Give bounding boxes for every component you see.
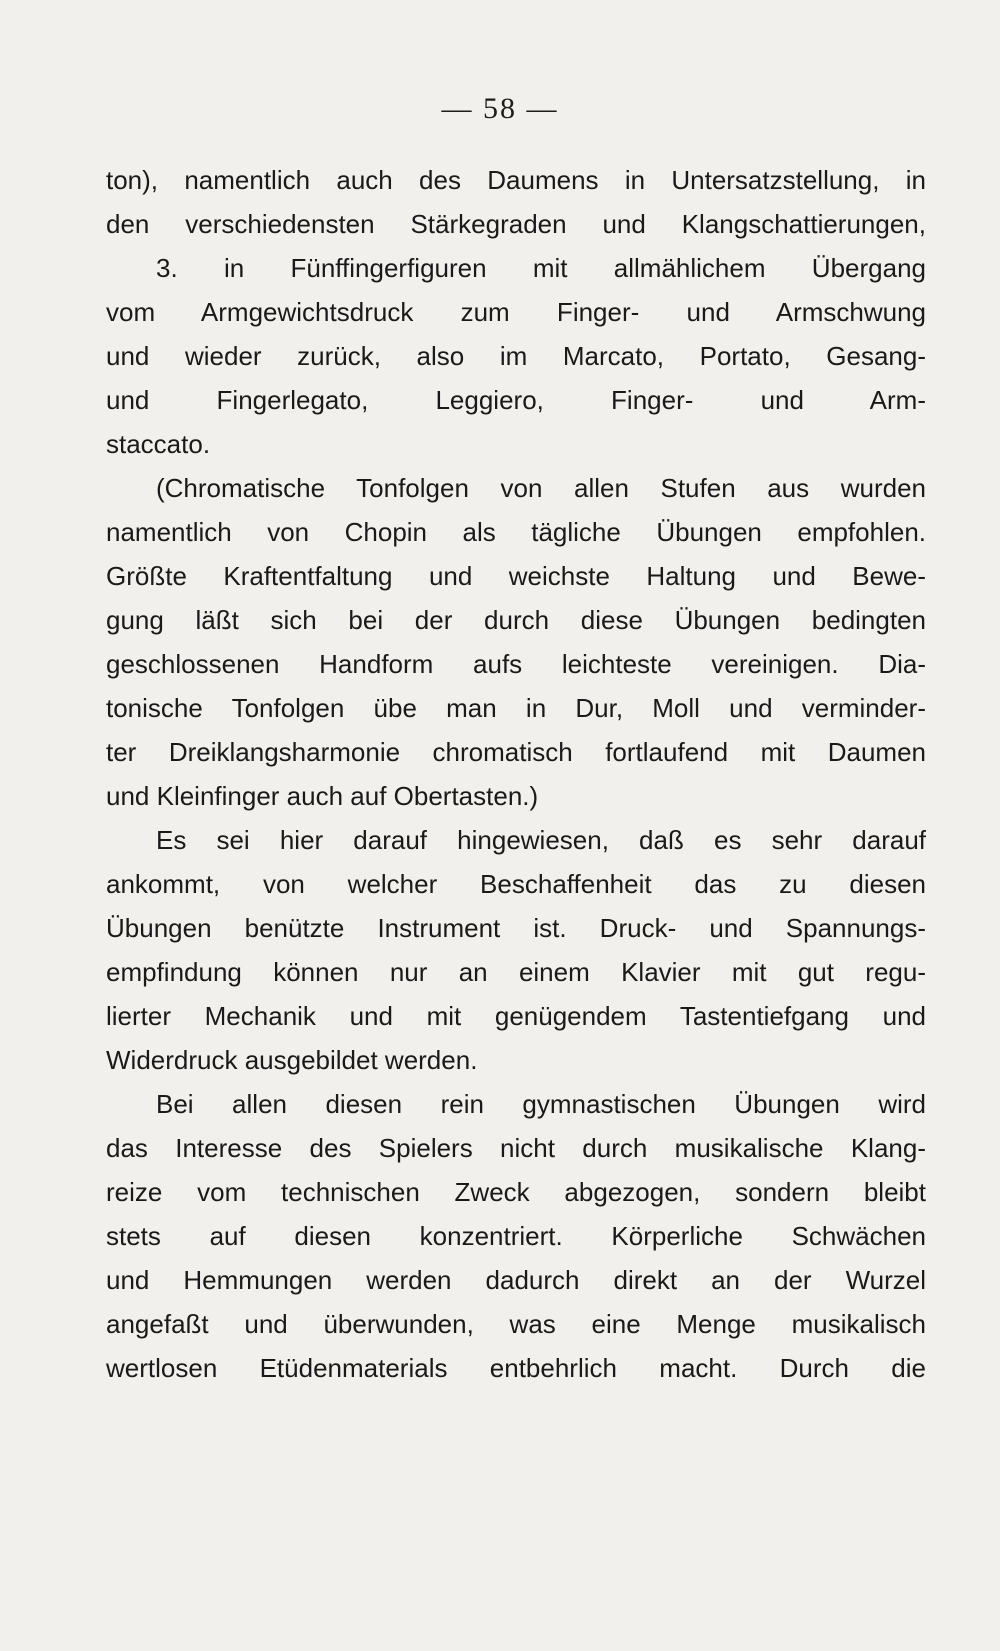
text-line: Widerdruck ausgebildet werden. [106,1045,478,1075]
text-line: tonische Tonfolgen übe man in Dur, Moll und verminder- [106,693,926,723]
text-line: geschlossenen Handform aufs leichteste vereinigen. Dia- [106,649,926,679]
page-number: — 58 — [441,92,559,125]
text-line: ter Dreiklangsharmonie chromatisch fortlaufend mit Daumen [106,737,926,767]
text-line: vom Armgewichtsdruck zum Finger- und Armschwung [106,297,926,327]
text-line: und Kleinfinger auch auf Obertasten.) [106,781,539,811]
text-line: und Hemmungen werden dadurch direkt an der Wurzel [106,1265,926,1295]
text-line: lierter Mechanik und mit genügendem Tastentiefgang und [106,1001,926,1031]
text-line: das Interesse des Spielers nicht durch musikalische Klang- [106,1133,926,1163]
text-line: wertlosen Etüdenmaterials entbehrlich macht. Durch die [106,1353,926,1383]
text-line: Bei allen diesen rein gymnastischen Übungen wird [156,1089,926,1119]
text-line: gung läßt sich bei der durch diese Übungen bedingten [106,605,926,635]
text-line: den verschiedensten Stärkegraden und Klangschattierungen, [106,209,926,239]
text-line: reize vom technischen Zweck abgezogen, sondern bleibt [106,1177,926,1207]
text-line: und Fingerlegato, Leggiero, Finger- und Arm- [106,385,926,415]
text-line: (Chromatische Tonfolgen von allen Stufen aus wurden [156,473,926,503]
text-line: namentlich von Chopin als tägliche Übungen empfohlen. [106,517,926,547]
text-line: Übungen benützte Instrument ist. Druck- und Spannungs- [106,913,926,943]
text-line: ankommt, von welcher Beschaffenheit das zu diesen [106,869,926,899]
text-line: 3. in Fünffingerfiguren mit allmählichem Übergang [156,253,926,283]
text-line: Größte Kraftentfaltung und weichste Haltung und Bewe- [106,561,926,591]
text-line: stets auf diesen konzentriert. Körperliche Schwächen [106,1221,926,1251]
body-text [106,158,926,1390]
text-line: ton), namentlich auch des Daumens in Untersatzstellung, in [106,165,926,195]
text-line: empfindung können nur an einem Klavier mit gut regu- [106,957,926,987]
text-line: und wieder zurück, also im Marcato, Portato, Gesang- [106,341,926,371]
text-line: angefaßt und überwunden, was eine Menge musikalisch [106,1309,926,1339]
text-line: staccato. [106,429,211,459]
text-line: Es sei hier darauf hingewiesen, daß es sehr darauf [156,825,926,855]
